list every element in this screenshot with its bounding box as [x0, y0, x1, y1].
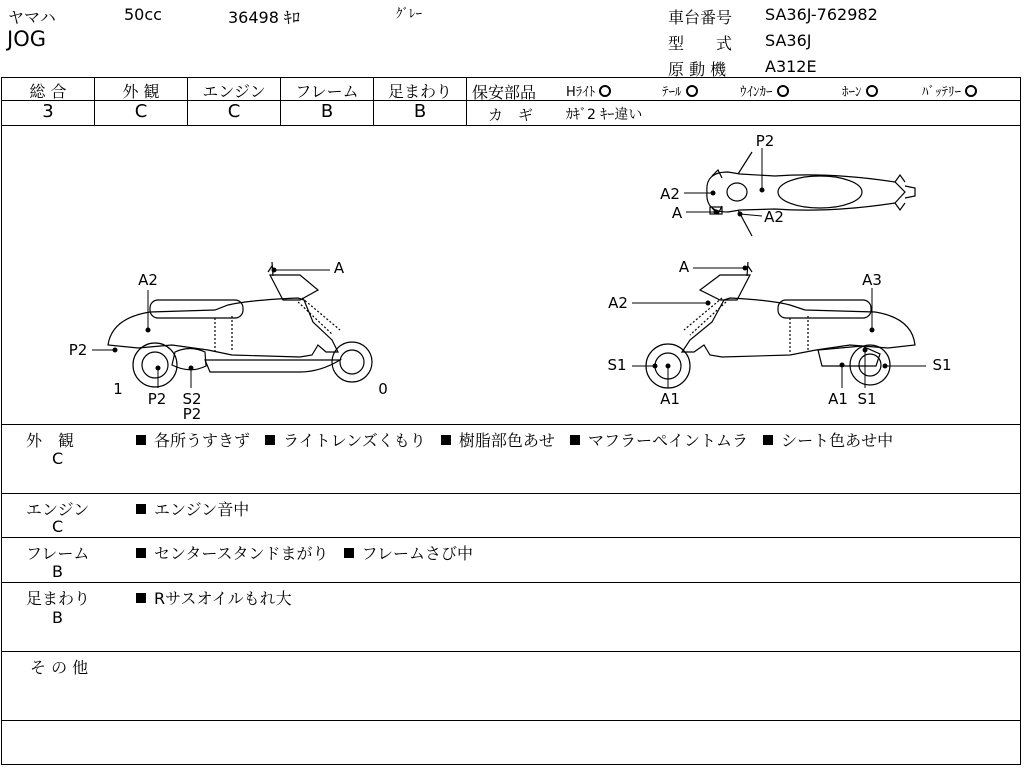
safety-item-headlight: Hﾗｲﾄ	[566, 81, 611, 100]
key-label: カ ギ	[488, 106, 534, 124]
engine-label: 原 動 機	[668, 60, 727, 79]
label-left-num-left: 1	[113, 380, 123, 398]
model-label: 型 式	[668, 34, 733, 53]
remark-grade-suspension: B	[52, 608, 63, 627]
bullet-square-icon	[136, 593, 146, 603]
divider	[1, 537, 1021, 538]
remark-notes-suspension	[136, 586, 292, 609]
divider	[466, 78, 467, 125]
frame-no-label: 車台番号	[668, 8, 733, 27]
bullet-square-icon	[136, 548, 146, 558]
color: ｸﾞﾚｰ	[396, 7, 422, 22]
label-right-a1-right: A1	[828, 390, 848, 408]
bullet-square-icon	[441, 435, 451, 445]
remark-note: フレームさび中	[361, 544, 474, 563]
remark-note: エンジン音中	[154, 500, 250, 519]
label-top-p2: P2	[755, 132, 775, 150]
label-right-a: A	[678, 258, 690, 276]
label-left-p2-wheel: P2	[147, 390, 167, 408]
safety-item-battery: ﾊﾞｯﾃﾘｰ	[922, 81, 977, 100]
key-note: ｶｷﾞ2 ｷｰ違い	[566, 107, 643, 123]
remark-title-suspension: 足まわり	[26, 589, 91, 608]
remark-note: Rサスオイルもれ大	[154, 589, 292, 608]
safety-item-winker: ｳｲﾝｶｰ	[740, 81, 789, 100]
grade-header-suspension: 足まわり	[387, 82, 452, 101]
grade-header-exterior: 外 観	[122, 82, 160, 101]
bullet-square-icon	[136, 435, 146, 445]
label-left-a2: A2	[138, 271, 158, 289]
divider	[1, 493, 1021, 494]
ok-circle-icon	[686, 85, 698, 97]
label-right-a2: A2	[608, 294, 628, 312]
remark-note: シート色あせ中	[781, 431, 894, 450]
model-code: SA36J	[765, 31, 812, 50]
remark-grade-frame: B	[52, 562, 63, 581]
grade-header-overall: 総 合	[29, 82, 67, 101]
grade-exterior: C	[134, 101, 148, 122]
label-left-num-right: 0	[378, 380, 388, 398]
ok-circle-icon	[965, 85, 977, 97]
mileage: 36498 ｷﾛ	[228, 8, 300, 27]
remark-note: センタースタンドまがり	[154, 544, 329, 563]
bullet-square-icon	[763, 435, 773, 445]
label-top-a2-right: A2	[764, 208, 784, 226]
grade-overall: 3	[42, 101, 54, 122]
label-right-s1-right: S1	[932, 356, 952, 374]
grade-header-frame: フレーム	[295, 82, 359, 101]
remark-title-exterior: 外 観	[26, 431, 75, 450]
label-top-a: A	[671, 204, 683, 222]
ok-circle-icon	[777, 85, 789, 97]
grade-frame: B	[320, 101, 334, 122]
label-right-a1-left: A1	[660, 390, 680, 408]
maker: ヤマハ	[8, 8, 56, 27]
label-right-a3: A3	[862, 271, 882, 289]
displacement: 50cc	[124, 5, 162, 24]
divider	[1, 651, 1021, 652]
label-right-s1-bottom: S1	[857, 390, 877, 408]
scooter-top-view-icon	[707, 152, 915, 236]
label-left-s2: S2	[182, 390, 202, 408]
engine-code: A312E	[765, 57, 817, 76]
label-left-p2-rear: P2	[68, 341, 88, 359]
bullet-square-icon	[265, 435, 275, 445]
divider	[1, 720, 1021, 721]
label-left-a: A	[333, 259, 345, 277]
remark-note: ライトレンズくもり	[283, 431, 426, 450]
remark-title-other: そ の 他	[30, 658, 89, 677]
safety-item-horn: ﾎｰﾝ	[842, 81, 878, 100]
ok-circle-icon	[866, 85, 878, 97]
grade-header-engine: エンジン	[202, 82, 266, 101]
remark-title-frame: フレーム	[26, 544, 90, 563]
remark-note: マフラーペイントムラ	[587, 431, 748, 450]
model-name: JOG	[7, 27, 46, 51]
bullet-square-icon	[344, 548, 354, 558]
remark-notes-engine	[136, 497, 249, 520]
damage-diagram	[0, 126, 1024, 424]
remark-grade-exterior: C	[52, 449, 64, 468]
remark-grade-engine: C	[52, 517, 64, 536]
safety-item-taillight: ﾃｰﾙ	[662, 81, 698, 100]
remark-notes-frame	[136, 541, 473, 564]
remark-note: 各所うすきず	[154, 431, 251, 450]
bullet-square-icon	[136, 504, 146, 514]
remark-note: 樹脂部色あせ	[458, 431, 555, 450]
ok-circle-icon	[599, 85, 611, 97]
label-left-p2-bottom: P2	[182, 405, 202, 423]
remark-title-engine: エンジン	[26, 500, 90, 519]
divider	[1, 582, 1021, 583]
safety-label: 保安部品	[472, 83, 537, 102]
frame-no: SA36J-762982	[765, 5, 878, 24]
remark-notes-exterior	[136, 428, 893, 451]
bullet-square-icon	[570, 435, 580, 445]
label-top-a2-left: A2	[660, 185, 680, 203]
divider	[1, 424, 1021, 425]
label-right-s1-left: S1	[607, 356, 627, 374]
grade-suspension: B	[413, 101, 427, 122]
grade-engine: C	[227, 101, 241, 122]
